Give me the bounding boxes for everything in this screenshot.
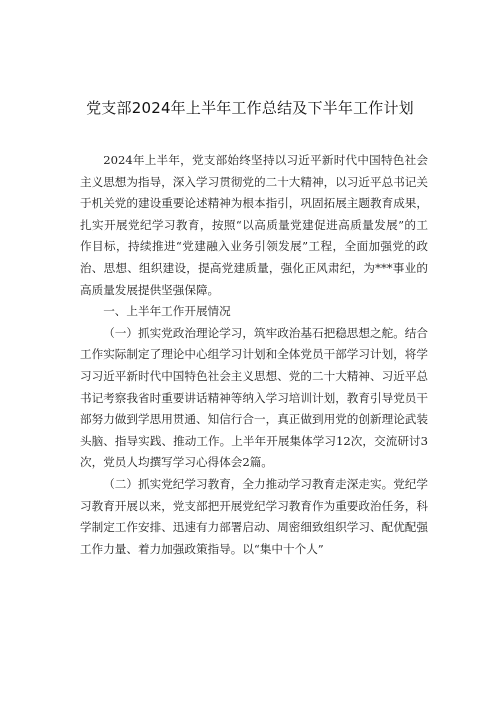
paragraph-theory-study: （一）抓实党政治理论学习，筑牢政治基石把稳思想之舵。结合工作实际制定了理论中心组学习计划和全体党员干部学习计划，将学习习近平新时代中国特色社会主义思想、党的二十大精神、习近平总书记考察我省时重要讲话精神等纳入学习培训计划，教育引导党员干部努力做到学思用贯通、知信行合一，真正做到用党的创新理论武装头脑、指导实践、推动工作。上半年开展集体学习12次，交流研讨3次，党员人均撰写学习心得体会2篇。 [80, 325, 428, 470]
section-heading: 一、上半年工作开展情况 [103, 304, 231, 319]
intro-paragraph: 2024年上半年，党支部始终坚持以习近平新时代中国特色社会主义思想为指导，深入学习贯彻党的二十大精神，以习近平总书记关于机关党的建设重要论述精神为根本指引，巩固拓展主题教育成果，扎实开展党纪学习教育，按照“以高质量党建促进高质量发展”的工作目标，持续推进“党建融入业务引领发展”工程，全面加强党的政治、思想、组织建设，提高党建质量，强化正风肃纪，为***事业的高质量发展提供坚强保障。 [80, 153, 428, 297]
document-body [80, 150, 428, 560]
paragraph-discipline-education: （二）抓实党纪学习教育，全力推动学习教育走深走实。党纪学习教育开展以来，党支部把开展党纪学习教育作为重要政治任务，科学制定工作安排、迅速有力部署启动、周密细致组织学习、配优配强工作力量、着力加强政策指导。以“集中十个人” [80, 476, 428, 556]
document-title: 党支部2024年上半年工作总结及下半年工作计划 [86, 99, 414, 117]
